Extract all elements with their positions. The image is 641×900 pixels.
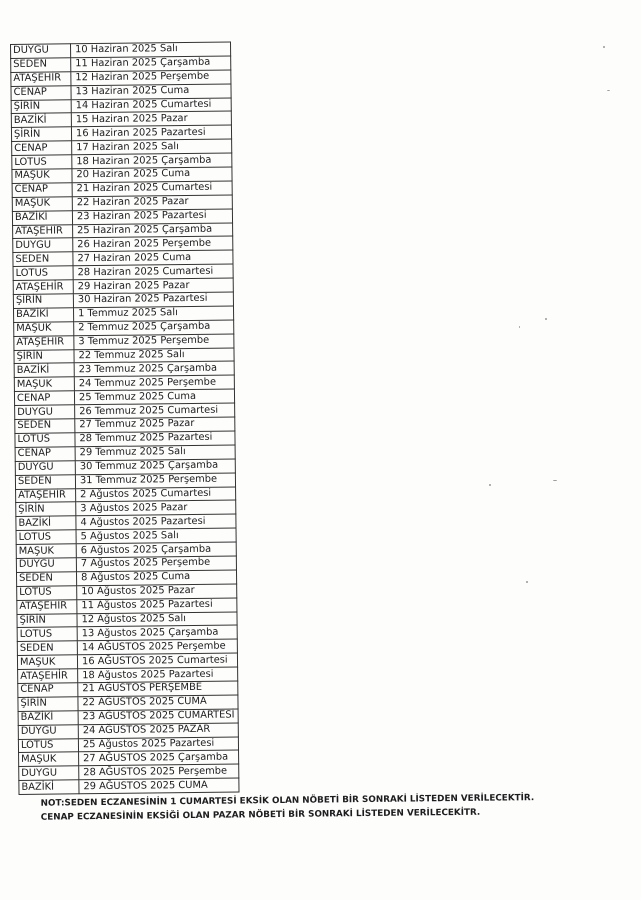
duty-date-cell: 12 Ağustos 2025 Salı (77, 611, 237, 627)
pharmacy-name-cell: CENAP (12, 183, 72, 198)
duty-date-cell: 28 Temmuz 2025 Pazartesi (75, 431, 235, 447)
duty-date-cell: 16 AĞUSTOS 2025 Cumartesi (77, 653, 237, 669)
duty-date-cell: 11 Ağustos 2025 Pazartesi (77, 598, 237, 614)
pharmacy-name-cell: ŞİRİN (11, 127, 71, 142)
duty-schedule-table (10, 41, 240, 795)
pharmacy-name-cell: DUYGU (13, 238, 73, 253)
duty-date-cell: 18 Haziran 2025 Çarşamba (72, 153, 232, 169)
scan-speck (519, 326, 520, 328)
duty-date-cell: 13 Ağustos 2025 Çarşamba (77, 625, 237, 641)
pharmacy-name-cell: DUYGU (15, 461, 75, 476)
scan-speck (489, 484, 491, 486)
pharmacy-name-cell: BAZİKİ (13, 308, 73, 323)
duty-date-cell: 26 Haziran 2025 Perşembe (73, 236, 233, 252)
pharmacy-name-cell: BAZİKİ (16, 516, 76, 531)
pharmacy-name-cell: BAZİKİ (11, 113, 71, 128)
scan-speck (545, 318, 547, 320)
pharmacy-name-cell: BAZİKİ (18, 711, 78, 726)
duty-date-cell: 22 Temmuz 2025 Salı (74, 348, 234, 364)
pharmacy-name-cell: ŞİRİN (18, 697, 78, 712)
duty-date-cell: 29 Haziran 2025 Pazar (73, 278, 233, 294)
pharmacy-name-cell: DUYGU (11, 44, 71, 59)
pharmacy-name-cell: ATAŞEHİR (16, 488, 76, 503)
pharmacy-name-cell: LOTUS (18, 738, 78, 753)
duty-date-cell: 25 Ağustos 2025 Pazartesi (78, 736, 238, 752)
duty-date-cell: 25 Temmuz 2025 Cuma (74, 389, 234, 405)
pharmacy-name-cell: ŞİRİN (14, 349, 74, 364)
duty-date-cell: 7 Ağustos 2025 Perşembe (76, 556, 236, 572)
duty-date-cell: 29 AĞUSTOS 2025 CUMA (79, 778, 239, 794)
duty-date-cell: 25 Haziran 2025 Çarşamba (73, 223, 233, 239)
pharmacy-name-cell: CENAP (15, 447, 75, 462)
pharmacy-name-cell: LOTUS (12, 155, 72, 170)
scan-speck (607, 90, 610, 91)
duty-date-cell: 6 Ağustos 2025 Çarşamba (76, 542, 236, 558)
pharmacy-name-cell: DUYGU (15, 405, 75, 420)
duty-date-cell: 23 Haziran 2025 Pazartesi (72, 209, 232, 225)
pharmacy-name-cell: ŞİRİN (17, 613, 77, 628)
pharmacy-name-cell: MAŞUK (12, 197, 72, 212)
pharmacy-name-cell: SEDEN (13, 252, 73, 267)
pharmacy-name-cell: CENAP (11, 85, 71, 100)
duty-date-cell: 15 Haziran 2025 Pazar (71, 111, 231, 127)
duty-date-cell: 27 Temmuz 2025 Pazar (75, 417, 235, 433)
duty-date-cell: 27 AĞUSTOS 2025 Çarşamba (79, 750, 239, 766)
pharmacy-name-cell: MAŞUK (12, 169, 72, 184)
pharmacy-name-cell: ATAŞEHİR (13, 280, 73, 295)
duty-date-cell: 30 Haziran 2025 Pazartesi (73, 292, 233, 308)
pharmacy-name-cell: SEDEN (16, 572, 76, 587)
pharmacy-name-cell: SEDEN (15, 474, 75, 489)
note-cenap: CENAP ECZANESİNİN EKSİĞİ OLAN PAZAR NÖBETİ BİR SONRAKİ LİSTEDEN VERİLECEKİTR. (40, 807, 481, 823)
duty-date-cell: 24 Temmuz 2025 Perşembe (74, 375, 234, 391)
note-seden: NOT:SEDEN ECZANESİNİN 1 CUMARTESİ EKSİK OLAN NÖBETİ BİR SONRAKİ LİSTEDEN VERİLECEKTİR. (40, 793, 535, 809)
pharmacy-name-cell: CENAP (18, 683, 78, 698)
scan-speck (526, 581, 528, 583)
duty-date-cell: 27 Haziran 2025 Cuma (73, 250, 233, 266)
duty-date-cell: 14 AĞUSTOS 2025 Perşembe (77, 639, 237, 655)
duty-schedule-sheet (10, 38, 534, 825)
duty-date-cell: 23 Temmuz 2025 Çarşamba (74, 361, 234, 377)
pharmacy-name-cell: ATAŞEHİR (18, 669, 78, 684)
duty-date-cell: 29 Temmuz 2025 Salı (75, 445, 235, 461)
duty-date-cell: 1 Temmuz 2025 Salı (73, 306, 233, 322)
duty-date-cell: 11 Haziran 2025 Çarşamba (71, 56, 231, 72)
pharmacy-name-cell: CENAP (12, 141, 72, 156)
pharmacy-name-cell: ŞİRİN (16, 502, 76, 517)
pharmacy-name-cell: ŞİRİN (13, 294, 73, 309)
duty-date-cell: 4 Ağustos 2025 Pazartesi (76, 514, 236, 530)
pharmacy-name-cell: LOTUS (15, 433, 75, 448)
duty-date-cell: 13 Haziran 2025 Cuma (71, 84, 231, 100)
pharmacy-name-cell: LOTUS (17, 586, 77, 601)
duty-date-cell: 14 Haziran 2025 Cumartesi (71, 98, 231, 114)
duty-date-cell: 31 Temmuz 2025 Perşembe (75, 473, 235, 489)
pharmacy-name-cell: ATAŞEHİR (11, 72, 71, 87)
pharmacy-name-cell: BAZİKİ (12, 210, 72, 225)
notes-block (19, 791, 535, 825)
duty-date-cell: 23 AĞUSTOS 2025 CUMARTESİ (78, 709, 238, 725)
duty-date-cell: 22 Haziran 2025 Pazar (72, 195, 232, 211)
duty-date-cell: 8 Ağustos 2025 Cuma (76, 570, 236, 586)
pharmacy-name-cell: SEDEN (17, 641, 77, 656)
pharmacy-name-cell: CENAP (14, 391, 74, 406)
pharmacy-name-cell: DUYGU (16, 558, 76, 573)
duty-date-cell: 28 Haziran 2025 Cumartesi (73, 264, 233, 280)
pharmacy-name-cell: MAŞUK (16, 544, 76, 559)
schedule-row (19, 778, 239, 794)
pharmacy-name-cell: ŞİRİN (11, 99, 71, 114)
duty-schedule-body (11, 42, 239, 795)
scan-speck (553, 480, 557, 481)
duty-date-cell: 21 AĞUSTOS PERŞEMBE (78, 681, 238, 697)
pharmacy-name-cell: BAZİKİ (14, 363, 74, 378)
duty-date-cell: 18 Ağustos 2025 Pazartesi (78, 667, 238, 683)
pharmacy-name-cell: LOTUS (16, 530, 76, 545)
duty-date-cell: 24 AĞUSTOS 2025 PAZAR (78, 723, 238, 739)
scan-speck (603, 46, 605, 48)
duty-date-cell: 5 Ağustos 2025 Salı (76, 528, 236, 544)
pharmacy-name-cell: MAŞUK (17, 655, 77, 670)
pharmacy-name-cell: ATAŞEHİR (14, 335, 74, 350)
pharmacy-name-cell: LOTUS (13, 266, 73, 281)
pharmacy-name-cell: ATAŞEHİR (17, 599, 77, 614)
pharmacy-name-cell: MAŞUK (19, 752, 79, 767)
duty-date-cell: 28 AĞUSTOS 2025 Perşembe (79, 764, 239, 780)
duty-date-cell: 3 Ağustos 2025 Pazar (76, 500, 236, 516)
pharmacy-name-cell: LOTUS (17, 627, 77, 642)
duty-date-cell: 21 Haziran 2025 Cumartesi (72, 181, 232, 197)
pharmacy-name-cell: SEDEN (15, 419, 75, 434)
pharmacy-name-cell: DUYGU (19, 766, 79, 781)
duty-date-cell: 22 AĞUSTOS 2025 CUMA (78, 695, 238, 711)
pharmacy-name-cell: DUYGU (18, 724, 78, 739)
pharmacy-name-cell: MAŞUK (14, 322, 74, 337)
duty-date-cell: 2 Ağustos 2025 Cumartesi (76, 486, 236, 502)
pharmacy-name-cell: ATAŞEHİR (13, 224, 73, 239)
pharmacy-name-cell: SEDEN (11, 58, 71, 73)
duty-date-cell: 2 Temmuz 2025 Çarşamba (74, 320, 234, 336)
duty-date-cell: 20 Haziran 2025 Cuma (72, 167, 232, 183)
duty-date-cell: 10 Ağustos 2025 Pazar (77, 584, 237, 600)
duty-date-cell: 16 Haziran 2025 Pazartesi (71, 125, 231, 141)
duty-date-cell: 12 Haziran 2025 Perşembe (71, 70, 231, 86)
duty-date-cell: 3 Temmuz 2025 Perşembe (74, 334, 234, 350)
duty-date-cell: 10 Haziran 2025 Salı (71, 42, 231, 58)
pharmacy-name-cell: BAZİKİ (19, 780, 79, 795)
duty-date-cell: 30 Temmuz 2025 Çarşamba (75, 459, 235, 475)
duty-date-cell: 17 Haziran 2025 Salı (72, 139, 232, 155)
pharmacy-name-cell: MAŞUK (14, 377, 74, 392)
duty-date-cell: 26 Temmuz 2025 Cumartesi (75, 403, 235, 419)
